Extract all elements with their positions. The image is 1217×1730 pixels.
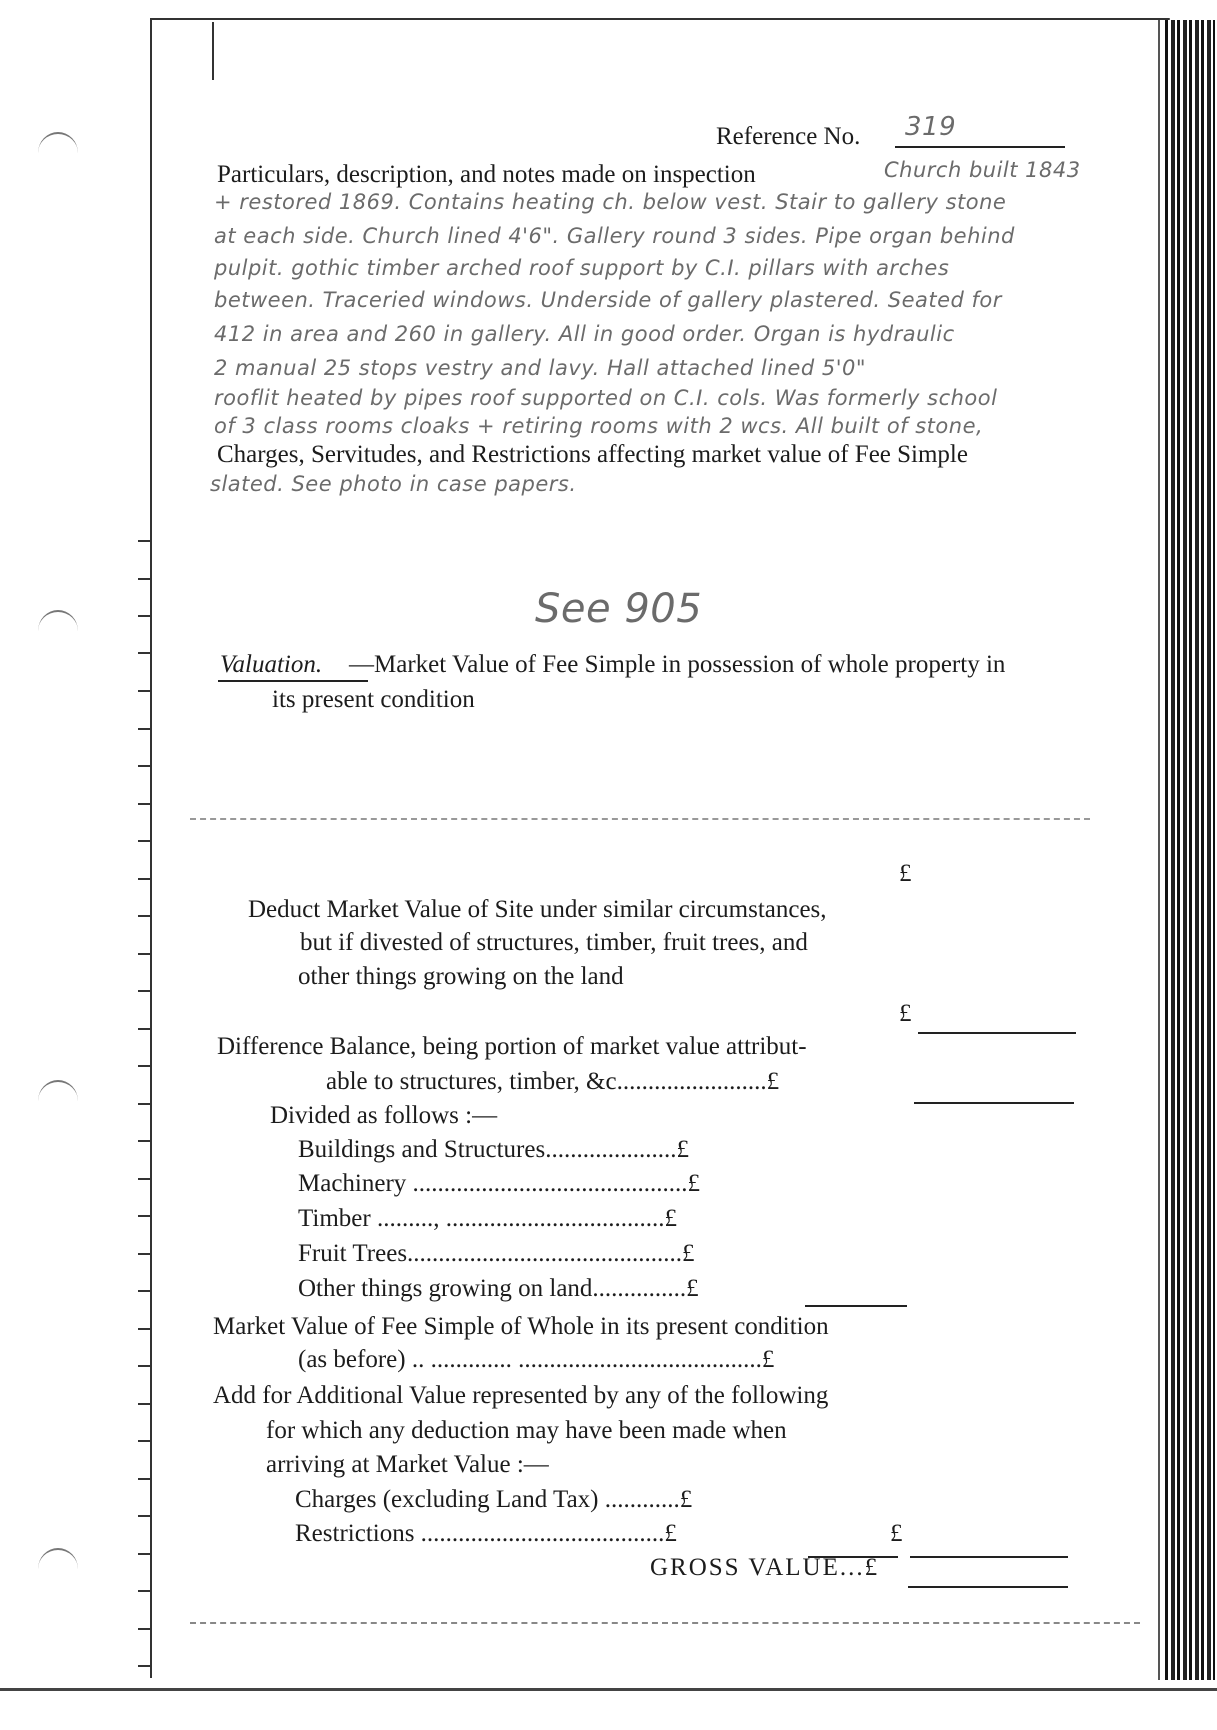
margin-tick bbox=[138, 578, 150, 580]
item-other-things: Other things growing on land...............£ bbox=[298, 1275, 699, 1302]
page-right-line bbox=[1158, 20, 1160, 1680]
charges-note: slated. See photo in case papers. bbox=[210, 472, 577, 496]
item-machinery: Machinery ............................................£ bbox=[298, 1170, 701, 1197]
margin-tick bbox=[138, 652, 150, 654]
particulars-label: Particulars, description, and notes made on inspection bbox=[217, 161, 756, 188]
margin-tick bbox=[138, 990, 150, 992]
add-item-restrictions: Restrictions .......................................£ bbox=[295, 1520, 677, 1547]
margin-tick bbox=[138, 765, 150, 767]
page-left-border bbox=[150, 18, 152, 1678]
margin-tick bbox=[138, 840, 150, 842]
deduct-text: but if divested of structures, timber, fruit trees, and bbox=[300, 929, 808, 956]
difference-text: Difference Balance, being portion of market value attribut- bbox=[217, 1033, 807, 1060]
margin-tick bbox=[138, 1665, 150, 1667]
valuation-text: its present condition bbox=[272, 686, 475, 713]
amount-line bbox=[910, 1556, 1068, 1558]
margin-tick bbox=[138, 1103, 150, 1105]
divided-label: Divided as follows :— bbox=[270, 1102, 498, 1129]
margin-tick bbox=[138, 1328, 150, 1330]
margin-tick bbox=[138, 690, 150, 692]
item-fruit-trees: Fruit Trees............................................£ bbox=[298, 1240, 695, 1267]
punch-hole bbox=[38, 1080, 78, 1122]
see-reference-note: See 905 bbox=[535, 586, 703, 632]
particulars-note-line: between. Traceried windows. Underside of gallery plastered. Seated for bbox=[214, 288, 1002, 312]
particulars-note-line: rooflit heated by pipes roof supported on C.I. cols. Was formerly school bbox=[214, 386, 998, 410]
amount-line bbox=[805, 1305, 907, 1307]
valuation-text: —Market Value of Fee Simple in possession of whole property in bbox=[349, 651, 1006, 678]
page-top-left-corner bbox=[212, 22, 214, 80]
pound-sign: £ bbox=[899, 860, 912, 887]
item-timber: Timber ........., ...................................£ bbox=[298, 1205, 677, 1232]
page-top-border bbox=[150, 18, 1170, 20]
margin-tick bbox=[138, 1628, 150, 1630]
page-bottom-edge bbox=[0, 1688, 1217, 1691]
pound-sign: £ bbox=[899, 1000, 912, 1027]
margin-tick bbox=[138, 1253, 150, 1255]
margin-tick bbox=[138, 1215, 150, 1217]
margin-tick bbox=[138, 953, 150, 955]
margin-tick bbox=[138, 615, 150, 617]
particulars-note-line: 412 in area and 260 in gallery. All in good order. Organ is hydraulic bbox=[214, 322, 955, 346]
margin-tick bbox=[138, 1178, 150, 1180]
punch-hole bbox=[38, 132, 78, 174]
deduct-text: Deduct Market Value of Site under similar circumstances, bbox=[248, 896, 827, 923]
particulars-note-line: pulpit. gothic timber arched roof support by C.I. pillars with arches bbox=[214, 256, 950, 280]
particulars-note-line: of 3 class rooms cloaks + retiring rooms with 2 wcs. All built of stone, bbox=[214, 414, 984, 438]
margin-tick bbox=[138, 1553, 150, 1555]
amount-line bbox=[914, 1102, 1074, 1104]
punch-hole bbox=[38, 1548, 78, 1590]
particulars-note-line: at each side. Church lined 4'6". Gallery round 3 sides. Pipe organ behind bbox=[214, 224, 1015, 248]
item-buildings: Buildings and Structures.....................£ bbox=[298, 1136, 689, 1163]
deduct-text: other things growing on the land bbox=[298, 963, 624, 990]
margin-tick bbox=[138, 1365, 150, 1367]
dashed-separator bbox=[190, 818, 1090, 820]
charges-label: Charges, Servitudes, and Restrictions affecting market value of Fee Simple bbox=[217, 441, 968, 468]
margin-tick bbox=[138, 803, 150, 805]
pound-sign: £ bbox=[890, 1520, 903, 1547]
margin-tick bbox=[138, 878, 150, 880]
margin-tick bbox=[138, 1440, 150, 1442]
binding-edge bbox=[1165, 20, 1215, 1680]
margin-tick bbox=[138, 1065, 150, 1067]
add-item-charges: Charges (excluding Land Tax) ............£ bbox=[295, 1486, 693, 1513]
margin-tick bbox=[138, 915, 150, 917]
add-text: Add for Additional Value represented by any of the following bbox=[213, 1382, 829, 1409]
margin-tick bbox=[138, 1515, 150, 1517]
valuation-underline bbox=[218, 680, 368, 682]
reference-label: Reference No. bbox=[716, 123, 861, 150]
dashed-separator bbox=[190, 1622, 1140, 1624]
margin-tick bbox=[138, 1403, 150, 1405]
add-text: for which any deduction may have been made when bbox=[266, 1417, 787, 1444]
difference-text: able to structures, timber, &c........................£ bbox=[326, 1068, 780, 1095]
particulars-note-line: 2 manual 25 stops vestry and lavy. Hall attached lined 5'0" bbox=[214, 356, 866, 380]
reference-underline bbox=[895, 146, 1065, 148]
reference-value: 319 bbox=[905, 112, 957, 142]
add-text: arriving at Market Value :— bbox=[266, 1451, 549, 1478]
valuation-heading: Valuation. bbox=[220, 651, 323, 678]
margin-tick bbox=[138, 1140, 150, 1142]
margin-tick bbox=[138, 1478, 150, 1480]
margin-tick bbox=[138, 1028, 150, 1030]
gross-value-label: GROSS VALUE...£ bbox=[650, 1554, 880, 1581]
punch-hole bbox=[38, 610, 78, 652]
particulars-note-line: Church built 1843 bbox=[884, 158, 1081, 182]
margin-tick bbox=[138, 540, 150, 542]
market-whole-text: (as before) .. ............. .......................................£ bbox=[298, 1346, 775, 1373]
margin-tick bbox=[138, 1290, 150, 1292]
gross-value-line bbox=[908, 1586, 1068, 1588]
amount-line bbox=[918, 1032, 1076, 1034]
particulars-note-line: + restored 1869. Contains heating ch. below vest. Stair to gallery stone bbox=[214, 190, 1007, 214]
market-whole-text: Market Value of Fee Simple of Whole in its present condition bbox=[213, 1313, 829, 1340]
margin-tick bbox=[138, 1590, 150, 1592]
margin-tick bbox=[138, 728, 150, 730]
